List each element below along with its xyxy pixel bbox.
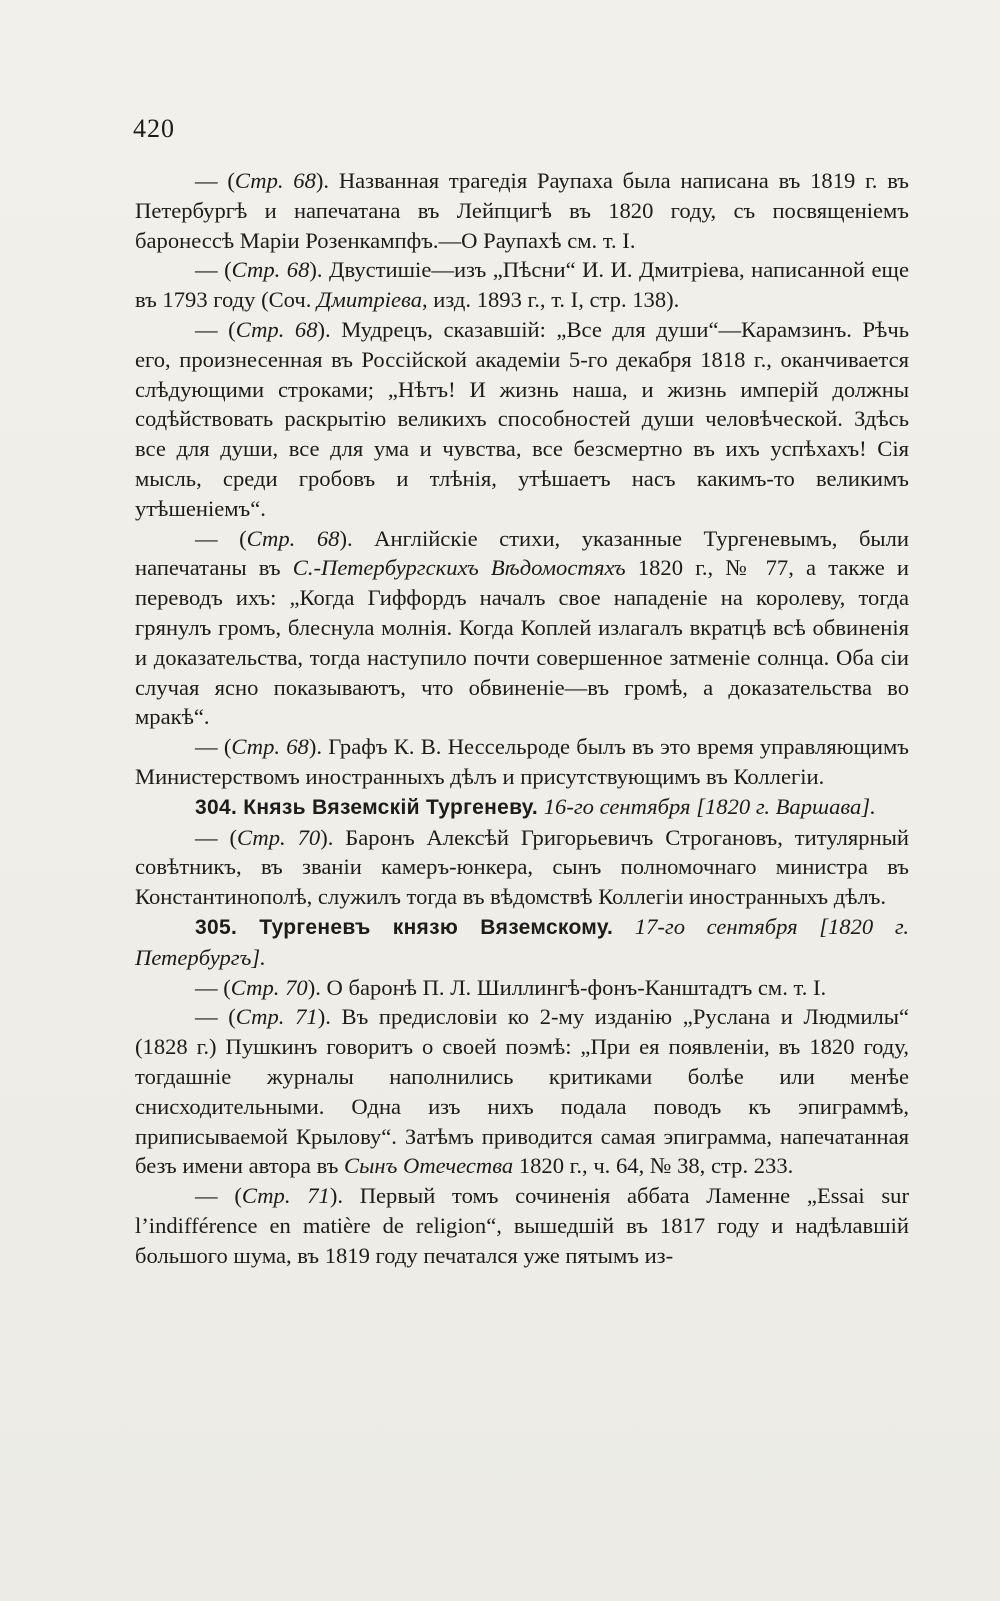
- dash: — (: [195, 168, 235, 193]
- dash: — (: [195, 316, 236, 342]
- note-text: 1820 г., ч. 64, № 38, стр. 233.: [513, 1153, 794, 1179]
- page-ref: Стр. 70: [230, 974, 308, 1000]
- letter-date: 16-го сентября: [543, 793, 691, 819]
- letter-title: 304. Князь Вяземскій Тургеневу.: [195, 795, 539, 819]
- page-ref: Стр. 68: [234, 168, 316, 193]
- letter-place: [1820 г. Варшава].: [696, 793, 876, 819]
- italic-title: С.-Петербургскихъ Вѣдомостяхъ: [292, 555, 626, 581]
- page-ref: Стр. 68: [231, 257, 310, 283]
- page-ref: Стр. 68: [246, 525, 340, 551]
- note-text: ). Англійскіе стихи, указанные Тургеневымъ, были напечатаны въ: [135, 525, 909, 581]
- letter-heading-305: [135, 912, 909, 973]
- note-text: ). Названная трагедія Раупаха была написана въ 1819 г. въ Петербургѣ и напечатана въ Лейпцигѣ въ 1820 году, съ посвященіемъ баронессѣ Маріи Розенкампфъ.—О Раупахѣ см. т. I.: [135, 168, 909, 253]
- italic-title: Сынъ Отечества: [344, 1153, 514, 1179]
- page-ref: Стр. 71: [235, 1004, 318, 1030]
- note-text: ). Двустишіе—изъ „Пѣсни“ И. И. Дмитріева, написанной еще въ 1793 году (Соч.: [135, 257, 909, 313]
- note-paragraph: [135, 524, 909, 733]
- dash: — (: [195, 1183, 242, 1209]
- note-text: 1820 г., № 77, а также и переводъ ихъ: „Когда Гиффордъ началъ свое нападеніе на королеву, тогда грянулъ громъ, блеснула молнія. Когда Коплей излагалъ вкратцѣ всѣ обвиненія и доказательства, тогда наступило почти совершенное затменіе солнца. Оба сіи случая ясно показываютъ, что обвиненіе—въ громѣ, а доказательства во мракѣ“.: [135, 555, 910, 730]
- note-paragraph: [135, 315, 909, 524]
- note-text: , изд. 1893 г., т. I, стр. 138).: [422, 287, 680, 313]
- dash: — (: [195, 257, 232, 283]
- dash: — (: [195, 974, 231, 1000]
- note-text: ). Въ предисловіи ко 2-му изданію „Руслана и Людмилы“ (1828 г.) Пушкинъ говоритъ о своей поэмѣ: „При ея появленіи, въ 1820 году, тогдашніе журналы наполнились критиками болѣе или менѣе снисходительными. Одна изъ нихъ подала поводъ къ эпиграммѣ, приписываемой Крылову“. Затѣмъ приводится самая эпиграмма, напечатанная безъ имени автора въ: [135, 1004, 909, 1179]
- page-ref: Стр. 68: [231, 734, 309, 760]
- dash: — (: [195, 525, 247, 551]
- note-text: ). Баронъ Алексѣй Григорьевичъ Строгановъ, титулярный совѣтникъ, въ званіи камеръ-юнкера, сынъ полномочнаго министра въ Константинополѣ, служилъ тогда въ вѣдомствѣ Коллегіи иностранныхъ дѣлъ.: [135, 824, 909, 910]
- dash: — (: [195, 734, 232, 760]
- letter-heading-304: [135, 792, 909, 823]
- page-body: [135, 166, 909, 1270]
- note-paragraph: [135, 255, 909, 315]
- italic-title: Дмитріева: [317, 287, 422, 313]
- page-ref: Стр. 70: [237, 824, 321, 850]
- page-ref: Стр. 68: [235, 316, 318, 342]
- note-paragraph: [135, 973, 909, 1003]
- note-text: ). Графъ К. В. Нессельроде былъ въ это время управляющимъ Министерствомъ иностранныхъ дѣлъ и присутствующимъ въ Коллегіи.: [135, 734, 909, 789]
- page-ref: Стр. 71: [241, 1183, 330, 1209]
- note-paragraph: [135, 823, 909, 912]
- note-paragraph: [135, 1181, 909, 1270]
- note-text: ). Мудрецъ, сказавшій: „Все для души“—Карамзинъ. Рѣчь его, произнесенная въ Россійской академіи 5-го декабря 1818 г., оканчивается слѣдующими строками; „Нѣтъ! И жизнь наша, и жизнь имперій должны содѣйствовать раскрытію великихъ способностей души человѣческой. Здѣсь все для души, все для ума и чувства, все безсмертно въ ихъ успѣхахъ! Сія мысль, среди гробовъ и тлѣнія, утѣшаетъ насъ какимъ-то великимъ утѣшеніемъ“.: [135, 316, 909, 521]
- note-text: ). О баронѣ П. Л. Шиллингѣ-фонъ-Канштадтъ см. т. I.: [307, 974, 827, 1000]
- note-paragraph: [135, 732, 909, 792]
- dash: — (: [195, 824, 238, 850]
- letter-date: 17-го сентября: [634, 913, 798, 939]
- note-paragraph: [135, 166, 909, 255]
- letter-title: 305. Тургеневъ князю Вяземскому.: [195, 915, 614, 939]
- page-number: 420: [133, 114, 175, 143]
- note-text: ). Первый томъ сочиненія аббата Ламенне „Essai sur l’indifférence en matière de religion“, вышедшій въ 1817 году и надѣлавшій большого шума, въ 1819 году печатался уже пятымъ из-: [135, 1183, 909, 1268]
- dash: — (: [195, 1004, 236, 1030]
- letter-place: [1820 г. Петербургъ].: [135, 913, 909, 970]
- note-paragraph: [135, 1002, 909, 1181]
